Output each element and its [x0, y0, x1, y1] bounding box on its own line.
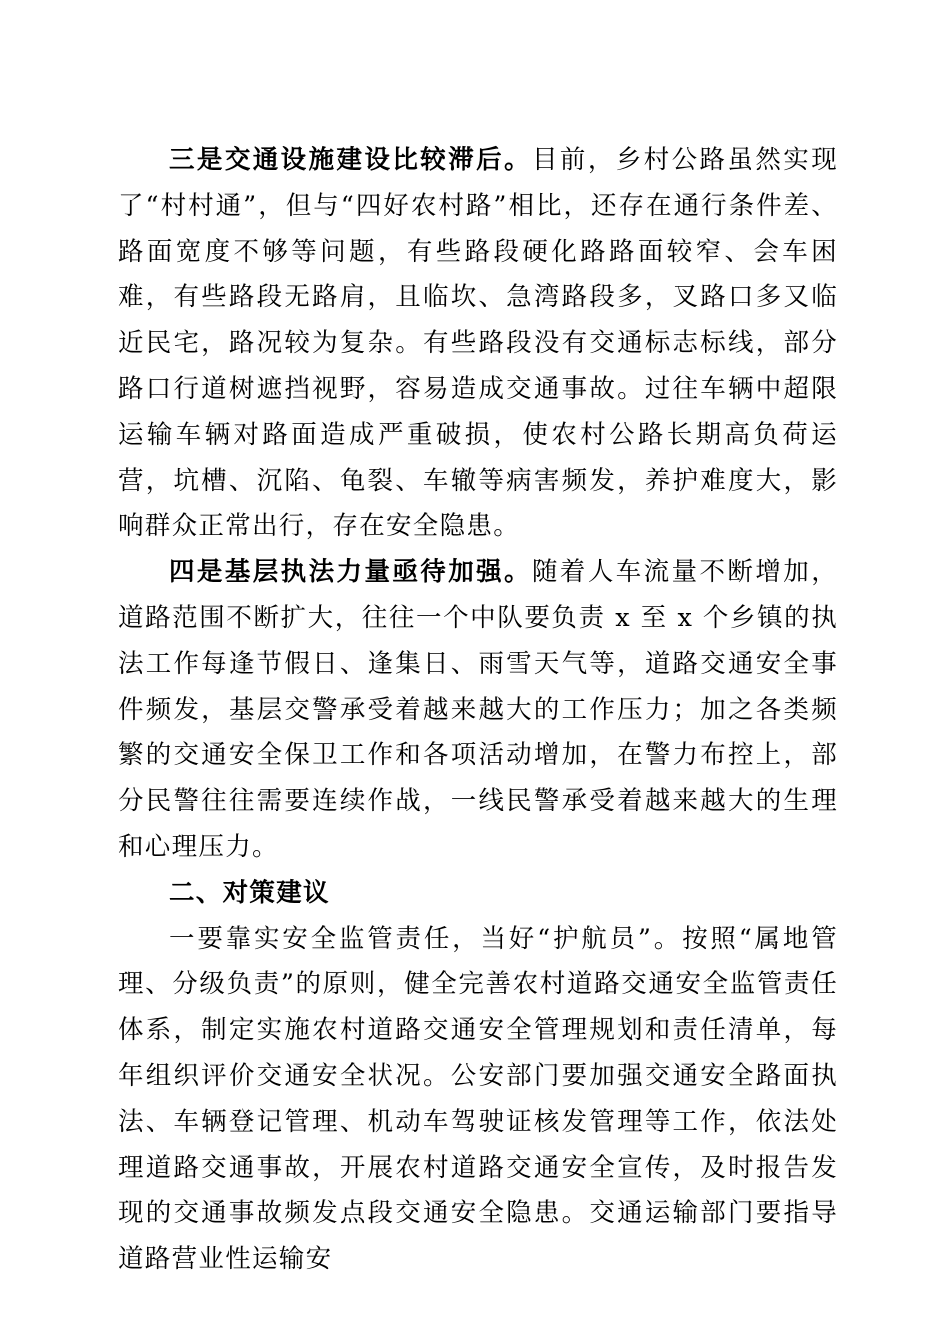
paragraph-text: 随着人车流量不断增加，道路范围不断扩大，往往一个中队要负责 x 至 x 个乡镇的执法工作每逢节假日、逢集日、雨雪天气等，道路交通安全事件频发，基层交警承受着越来越大的工作压力；加之各类频繁的交通安全保卫工作和各项活动增加，在警力布控上，部分民警往往需要连续作战，一线民警承受着越来越大的生理和心理压力。	[118, 557, 838, 862]
paragraph-supervision	[118, 917, 838, 1283]
paragraph-lead: 三是交通设施建设比较滞后。	[169, 145, 532, 175]
paragraph-text: 按照“属地管理、分级负责”的原则，健全完善农村道路交通安全监管责任体系，制定实施农村道路交通安全管理规划和责任清单，每年组织评价交通安全状况。公安部门要加强交通安全路面执法、车辆登记管理、机动车驾驶证核发管理等工作，依法处理道路交通事故，开展农村道路交通安全宣传，及时报告发现的交通事故频发点段交通安全隐患。交通运输部门要指导道路营业性运输安	[118, 923, 838, 1275]
section-heading: 二、对策建议	[169, 877, 330, 908]
paragraph-lead: 一要靠实安全监管责任，当好“护航员”。	[169, 923, 683, 954]
paragraph-enforcement	[118, 550, 838, 871]
document-body	[118, 138, 838, 1283]
paragraph-text: 目前，乡村公路虽然实现了“村村通”，但与“四好农村路”相比，还存在通行条件差、路面宽度不够等问题，有些路段硬化路路面较窄、会车困难，有些路段无路肩，且临坎、急湾路段多，叉路口多又临近民宅，路况较为复杂。有些路段没有交通标志标线，部分路口行道树遮挡视野，容易造成交通事故。过往车辆中超限运输车辆对路面造成严重破损，使农村公路长期高负荷运营，坑槽、沉陷、龟裂、车辙等病害频发，养护难度大，影响群众正常出行，存在安全隐患。	[118, 145, 838, 542]
paragraph-transport-facilities	[118, 138, 838, 550]
paragraph-lead: 四是基层执法力量亟待加强。	[169, 557, 532, 588]
